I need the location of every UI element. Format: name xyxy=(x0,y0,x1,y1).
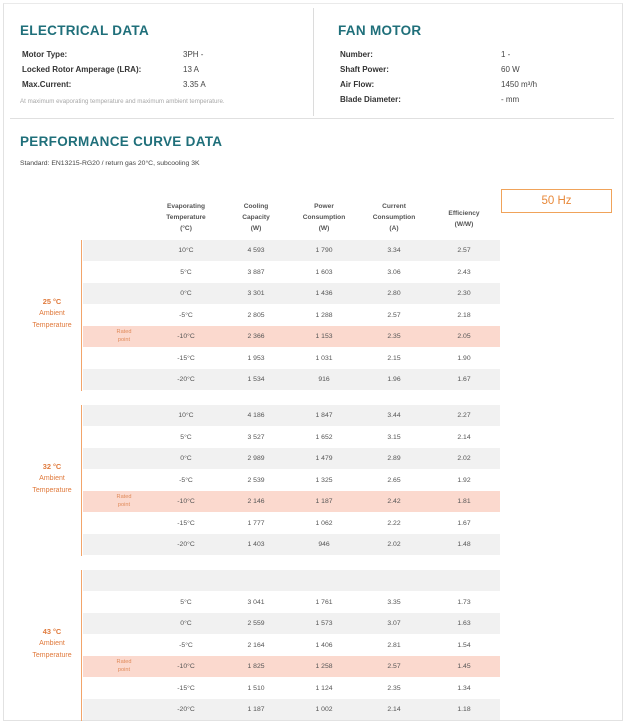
cell-current: 2.15 xyxy=(387,354,401,362)
standard-text: Standard: EN13215-RG20 / return gas 20°C, subcooling 3K xyxy=(20,160,200,167)
cell-evap: -15°C xyxy=(177,354,195,362)
cell-cap: 4 593 xyxy=(247,247,265,254)
rated-point-line: point xyxy=(117,666,131,673)
table-row xyxy=(83,262,500,283)
header-line: Consumption xyxy=(372,214,416,221)
cell-current: 3.34 xyxy=(387,247,401,254)
cell-evap: 0°C xyxy=(180,620,192,627)
cell-evap: -20°C xyxy=(177,706,195,713)
performance-title: PERFORMANCE CURVE DATA xyxy=(20,134,223,149)
cell-evap: 0°C xyxy=(180,290,192,297)
table-row xyxy=(83,699,500,720)
cell-evap: -20°C xyxy=(177,376,195,383)
cell-current: 2.22 xyxy=(387,519,401,527)
cell-power: 946 xyxy=(318,541,330,548)
cell-evap: 5°C xyxy=(180,433,192,441)
spec-label: Motor Type: xyxy=(22,50,68,59)
header-cooling-capacity xyxy=(242,201,270,234)
cell-cap: 2 559 xyxy=(247,620,265,627)
electrical-note: At maximum evaporating temperature and maximum ambient temperature. xyxy=(20,98,225,105)
cell-cap: 2 805 xyxy=(247,311,265,319)
table-row xyxy=(83,513,500,534)
spec-value: 3PH - xyxy=(183,50,204,59)
cell-current: 2.57 xyxy=(387,311,401,319)
cell-evap: -15°C xyxy=(177,519,195,527)
cell-evap: -10°C xyxy=(177,663,195,670)
header-efficiency xyxy=(448,208,479,230)
spec-label: Blade Diameter: xyxy=(340,95,401,104)
cell-cap: 4 186 xyxy=(247,412,265,419)
table-row-rated-point xyxy=(83,491,500,512)
table-row xyxy=(83,369,500,390)
cell-cap: 3 301 xyxy=(247,290,265,297)
cell-evap: 10°C xyxy=(178,412,194,419)
table-row xyxy=(83,613,500,634)
table-row xyxy=(83,283,500,304)
electrical-data-title: ELECTRICAL DATA xyxy=(20,23,149,38)
ambient-temperature-label xyxy=(20,461,84,497)
cell-current: 3.15 xyxy=(387,433,401,441)
cell-eff: 2.14 xyxy=(457,433,471,441)
cell-evap: 5°C xyxy=(180,268,192,276)
header-line: (°C) xyxy=(180,225,192,232)
rated-point-label xyxy=(117,329,132,344)
ambient-label-line: Ambient xyxy=(39,310,65,318)
header-line: Cooling xyxy=(243,203,269,210)
header-line: Temperature xyxy=(166,214,206,221)
cell-current: 2.57 xyxy=(387,663,401,670)
cell-current: 3.06 xyxy=(387,268,401,276)
cell-power: 1 479 xyxy=(315,455,333,462)
cell-power: 1 847 xyxy=(315,412,333,419)
spec-value: 3.35 A xyxy=(183,80,206,89)
header-line: (W/W) xyxy=(454,221,474,228)
cell-eff: 1.63 xyxy=(457,620,471,627)
cell-current: 3.44 xyxy=(387,412,401,419)
cell-eff: 2.30 xyxy=(457,290,471,297)
cell-current: 2.14 xyxy=(387,706,401,713)
spec-value: 1450 m³/h xyxy=(501,80,538,89)
cell-cap: 2 164 xyxy=(247,641,265,649)
cell-cap: 1 187 xyxy=(247,706,265,713)
rated-point-line: point xyxy=(117,336,131,343)
cell-eff: 1.54 xyxy=(457,641,471,649)
ambient-temperature-value: 25 °C xyxy=(42,297,62,307)
spec-value: 1 - xyxy=(501,50,511,59)
table-row xyxy=(83,635,500,656)
header-line: Capacity xyxy=(242,214,270,221)
spec-value: 60 W xyxy=(501,65,520,74)
rated-point-line: Rated xyxy=(116,494,132,500)
ambient-label-line: Temperature xyxy=(32,322,72,330)
cell-power: 1 062 xyxy=(315,519,333,527)
cell-eff: 2.05 xyxy=(457,333,471,340)
cell-current: 2.35 xyxy=(387,333,401,340)
cell-current: 2.81 xyxy=(387,641,401,649)
rated-point-line: Rated xyxy=(116,659,132,665)
cell-current: 2.80 xyxy=(387,290,401,297)
cell-eff: 1.90 xyxy=(457,354,471,362)
cell-cap: 2 366 xyxy=(247,333,265,340)
fan-motor-title: FAN MOTOR xyxy=(338,23,422,38)
rated-point-label xyxy=(117,659,132,674)
header-line: (W) xyxy=(250,225,262,232)
section-divider xyxy=(313,8,314,116)
cell-cap: 1 403 xyxy=(247,541,265,548)
cell-cap: 3 527 xyxy=(247,433,265,441)
header-line: (W) xyxy=(318,225,330,232)
cell-eff: 2.02 xyxy=(457,455,471,462)
cell-eff: 2.27 xyxy=(457,412,471,419)
cell-current: 3.07 xyxy=(387,620,401,627)
cell-current: 2.65 xyxy=(387,476,401,484)
cell-evap: 5°C xyxy=(180,598,192,606)
ambient-temperature-label xyxy=(20,626,84,662)
cell-eff: 2.18 xyxy=(457,311,471,319)
cell-power: 1 790 xyxy=(315,247,333,254)
ambient-label-line: Temperature xyxy=(32,487,72,495)
ambient-label-line: Temperature xyxy=(32,652,72,660)
cell-power: 1 288 xyxy=(315,311,333,319)
cell-power: 1 187 xyxy=(315,498,333,505)
table-row xyxy=(83,592,500,613)
cell-current: 2.42 xyxy=(387,498,401,505)
cell-eff: 1.81 xyxy=(457,498,471,505)
table-row xyxy=(83,678,500,699)
cell-cap: 1 510 xyxy=(247,684,265,692)
cell-current: 1.96 xyxy=(387,376,401,383)
spec-label: Air Flow: xyxy=(340,80,375,89)
header-current-consumption xyxy=(373,201,416,234)
cell-power: 1 603 xyxy=(315,268,333,276)
cell-evap: -15°C xyxy=(177,684,195,692)
table-row xyxy=(83,448,500,469)
cell-cap: 2 539 xyxy=(247,476,265,484)
cell-eff: 1.34 xyxy=(457,684,471,692)
cell-eff: 2.57 xyxy=(457,247,471,254)
cell-evap: -5°C xyxy=(179,641,193,649)
cell-evap: -20°C xyxy=(177,541,195,548)
cell-eff: 1.73 xyxy=(457,598,471,606)
ambient-temperature-value: 43 °C xyxy=(42,627,62,637)
cell-cap: 1 825 xyxy=(247,663,265,670)
table-row xyxy=(83,570,500,591)
header-line: Current xyxy=(382,203,406,210)
cell-cap: 1 534 xyxy=(247,376,265,383)
table-row xyxy=(83,405,500,426)
cell-power: 916 xyxy=(318,376,330,383)
cell-power: 1 124 xyxy=(315,684,333,692)
cell-eff: 1.18 xyxy=(457,706,471,713)
rated-point-line: point xyxy=(117,501,131,508)
cell-current: 2.02 xyxy=(387,541,401,548)
ambient-label-line: Ambient xyxy=(39,475,65,483)
cell-eff: 1.45 xyxy=(457,663,471,670)
header-power-consumption xyxy=(303,201,346,234)
cell-current: 2.35 xyxy=(387,684,401,692)
frequency-badge: 50 Hz xyxy=(501,189,612,213)
spec-label: Max.Current: xyxy=(22,80,72,89)
header-line: Efficiency xyxy=(448,210,480,217)
header-divider xyxy=(10,118,614,119)
cell-current: 2.89 xyxy=(387,455,401,462)
spec-value: 13 A xyxy=(183,65,200,74)
table-row xyxy=(83,470,500,491)
spec-label: Number: xyxy=(340,50,373,59)
ambient-temperature-value: 32 °C xyxy=(42,462,62,472)
cell-eff: 1.67 xyxy=(457,519,471,527)
cell-power: 1 652 xyxy=(315,433,333,441)
header-line: (A) xyxy=(389,225,399,232)
rated-point-line: Rated xyxy=(116,329,132,335)
table-row-rated-point xyxy=(83,326,500,347)
cell-power: 1 325 xyxy=(315,476,333,484)
cell-eff: 1.48 xyxy=(457,541,471,548)
spec-label: Locked Rotor Amperage (LRA): xyxy=(22,65,142,74)
cell-power: 1 258 xyxy=(315,663,333,670)
cell-cap: 1 953 xyxy=(247,354,265,362)
cell-power: 1 573 xyxy=(315,620,333,627)
cell-eff: 1.92 xyxy=(457,476,471,484)
cell-cap: 3 887 xyxy=(247,268,265,276)
header-line: Power xyxy=(314,203,334,210)
rated-point-label xyxy=(117,494,132,509)
ambient-label-line: Ambient xyxy=(39,640,65,648)
ambient-temperature-label xyxy=(20,296,84,332)
header-line: Evaporating xyxy=(166,203,206,210)
cell-current: 3.35 xyxy=(387,598,401,606)
cell-power: 1 761 xyxy=(315,598,333,606)
header-evaporating-temperature xyxy=(166,201,205,234)
cell-evap: -5°C xyxy=(179,311,193,319)
cell-evap: 0°C xyxy=(180,455,192,462)
cell-eff: 2.43 xyxy=(457,268,471,276)
table-row xyxy=(83,305,500,326)
cell-power: 1 002 xyxy=(315,706,333,713)
table-row xyxy=(83,348,500,369)
cell-cap: 2 989 xyxy=(247,455,265,462)
cell-evap: -10°C xyxy=(177,333,195,340)
spec-label: Shaft Power: xyxy=(340,65,389,74)
table-row xyxy=(83,240,500,261)
table-row xyxy=(83,427,500,448)
cell-evap: -10°C xyxy=(177,498,195,505)
spec-value: - mm xyxy=(501,95,520,104)
cell-power: 1 406 xyxy=(315,641,333,649)
table-row xyxy=(83,534,500,555)
cell-power: 1 153 xyxy=(315,333,333,340)
cell-eff: 1.67 xyxy=(457,376,471,383)
cell-cap: 2 146 xyxy=(247,498,265,505)
cell-evap: -5°C xyxy=(179,476,193,484)
cell-cap: 1 777 xyxy=(247,519,265,527)
cell-power: 1 031 xyxy=(315,354,333,362)
table-row-rated-point xyxy=(83,656,500,677)
cell-cap: 3 041 xyxy=(247,598,265,606)
cell-power: 1 436 xyxy=(315,290,333,297)
cell-evap: 10°C xyxy=(178,247,194,254)
header-line: Consumption xyxy=(302,214,346,221)
